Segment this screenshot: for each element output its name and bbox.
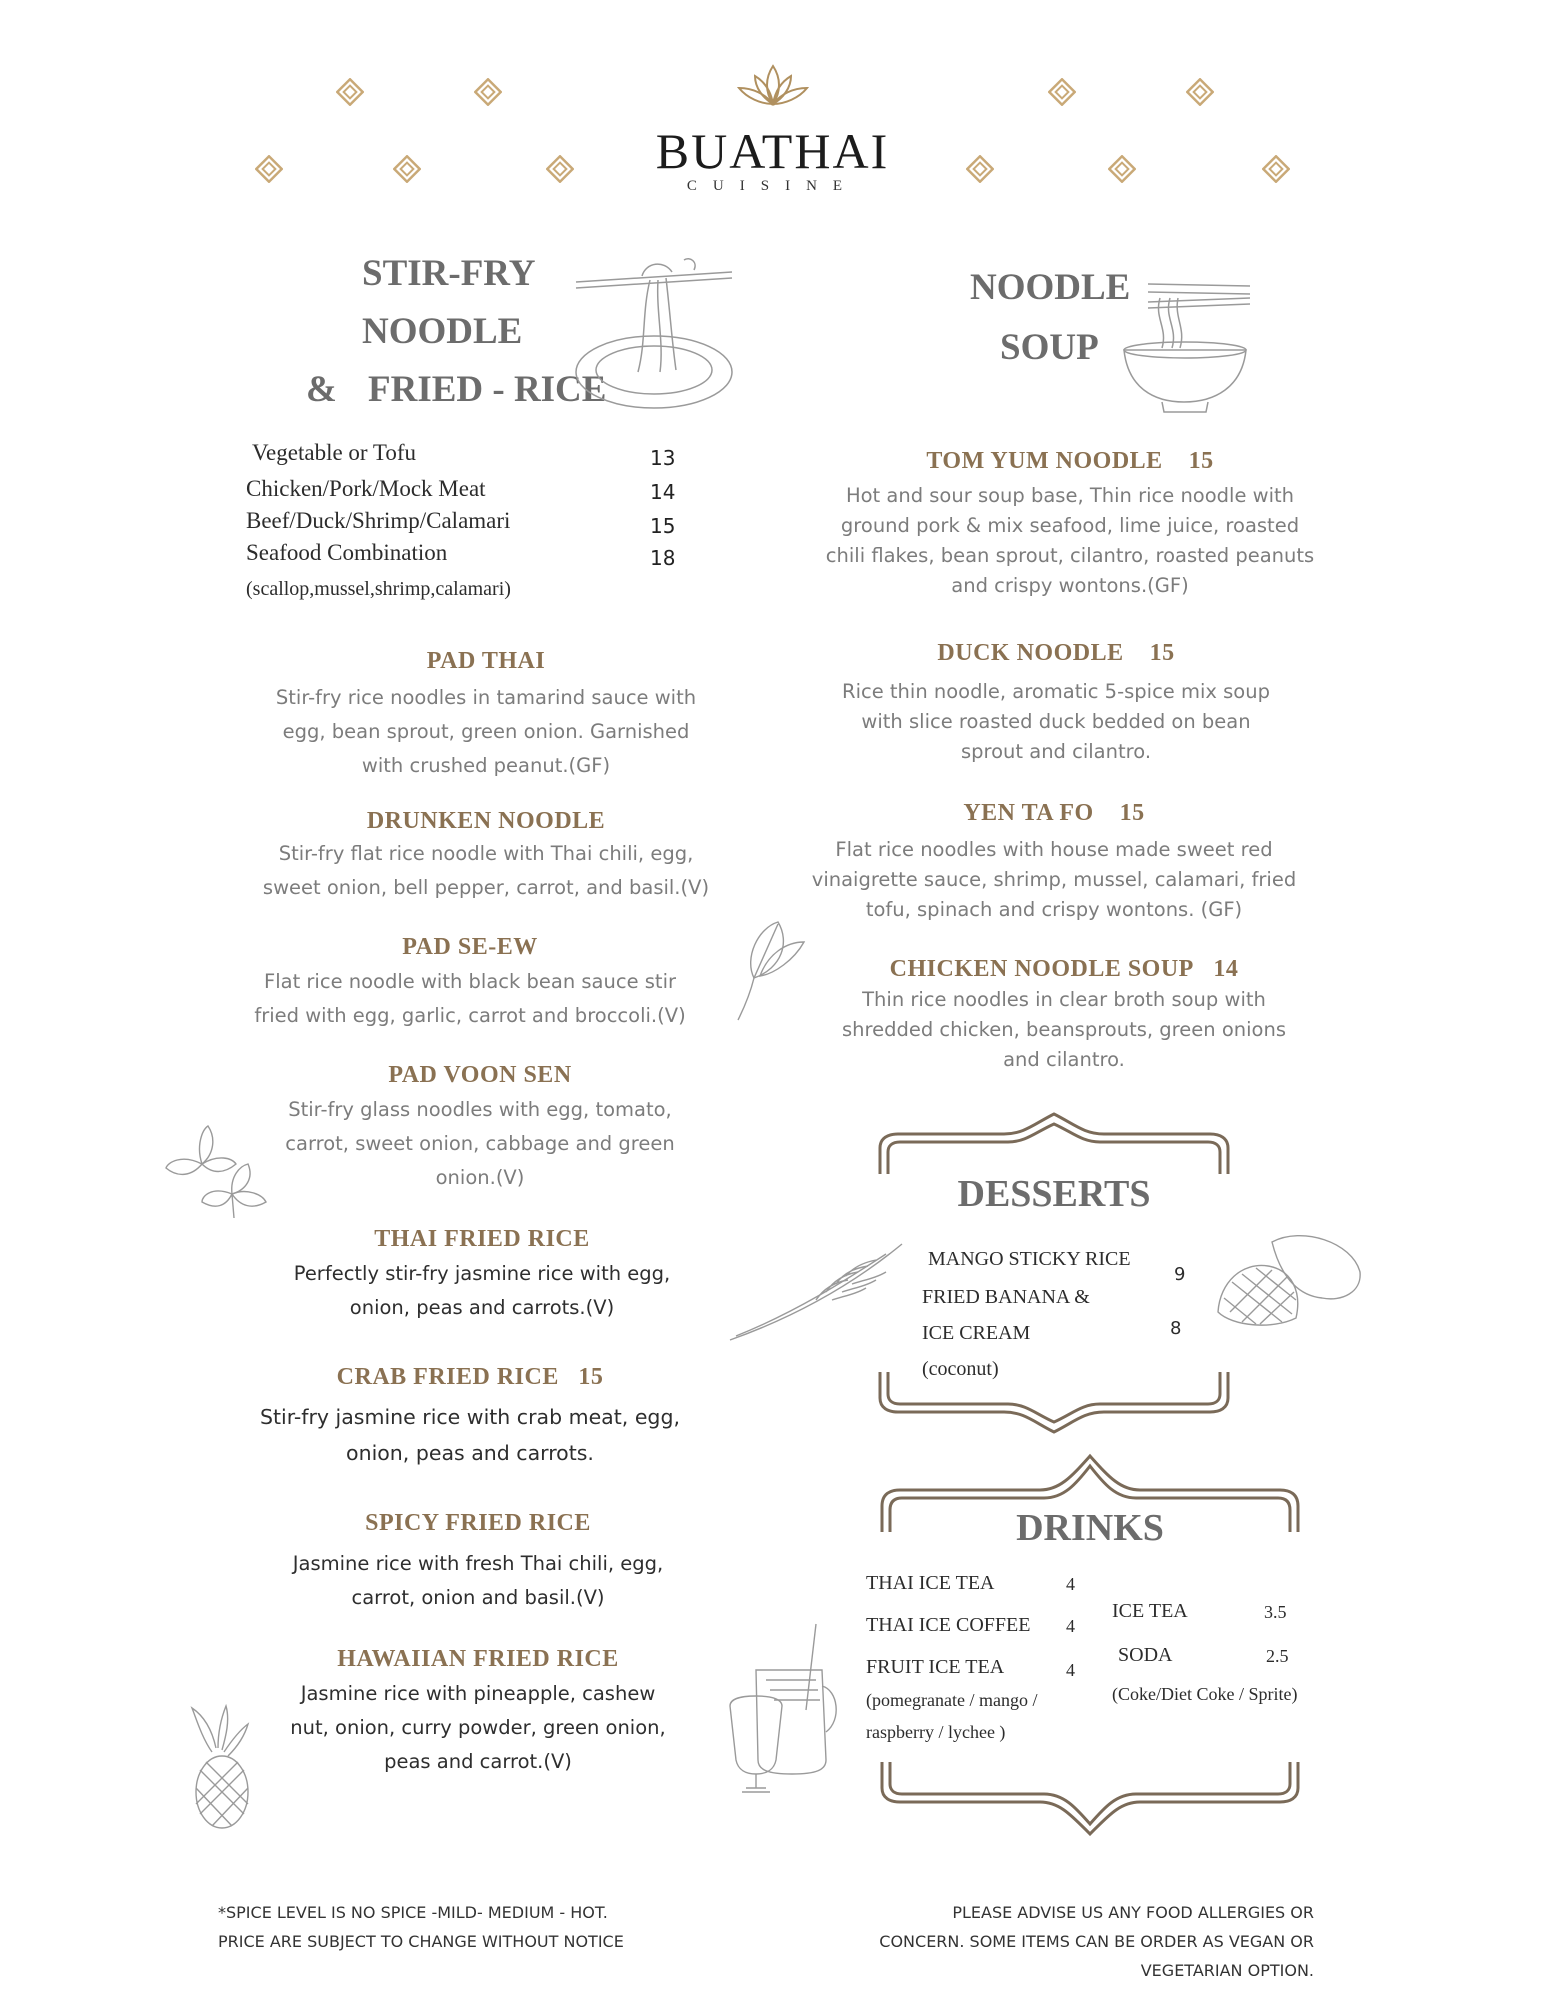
dish-item — [800, 448, 1340, 601]
dish-description: Flat rice noodles with house made sweet red vinaigrette sauce, shrimp, mussel, calamari, fried tofu, spinach and crispy wontons. (GF) — [811, 838, 1297, 921]
stirfry-title-amp: & — [306, 369, 337, 410]
soup-title-line1: NOODLE — [970, 267, 1131, 308]
diamond-ornament-icon — [1262, 155, 1290, 183]
dish-item — [200, 1364, 740, 1471]
price-row-label: Chicken/Pork/Mock Meat — [246, 476, 486, 501]
noodle-bowl-illustration — [1118, 278, 1252, 414]
wheat-illustration — [726, 1240, 906, 1344]
price-row-label: Seafood Combination — [246, 540, 448, 565]
dish-description: Stir-fry glass noodles with egg, tomato, carrot, sweet onion, cabbage and green onion.(V) — [285, 1098, 675, 1189]
dish-name: CRAB FRIED RICE 15 — [336, 1364, 604, 1390]
footer-left-notice: *SPICE LEVEL IS NO SPICE -MILD- MEDIUM - HOT. PRICE ARE SUBJECT TO CHANGE WITHOUT NOTICE — [218, 1903, 624, 1951]
stirfry-title-line3: FRIED - RICE — [368, 369, 607, 410]
price-row-value: 13 — [650, 446, 676, 470]
dish-description: Stir-fry flat rice noodle with Thai chili, egg, sweet onion, bell pepper, carrot, and basil.(V) — [262, 842, 710, 899]
dish-item — [210, 1062, 750, 1195]
dish-name: DRUNKEN NOODLE — [366, 808, 606, 834]
diamond-ornament-icon — [393, 155, 421, 183]
drink-price: 4 — [1066, 1574, 1075, 1594]
spinach-leaf-illustration — [734, 918, 814, 1022]
basil-leaf-illustration — [162, 1124, 272, 1220]
dish-name: TOM YUM NOODLE 15 — [926, 448, 1214, 474]
dish-name: PAD SE-EW — [402, 934, 538, 960]
drink-note: (pomegranate / mango / — [866, 1690, 1038, 1710]
footer-right-notice: PLEASE ADVISE US ANY FOOD ALLERGIES OR CONCERN. SOME ITEMS CAN BE ORDER AS VEGAN OR VEGETARIAN OPTION. — [879, 1903, 1314, 1980]
dish-name: DUCK NOODLE 15 — [937, 640, 1175, 666]
drink-name: ICE TEA — [1112, 1600, 1188, 1622]
soup-title-line2: SOUP — [1000, 327, 1099, 368]
dish-item — [212, 1226, 752, 1325]
drink-name: THAI ICE TEA — [866, 1572, 995, 1594]
diamond-ornament-icon — [1108, 155, 1136, 183]
brand-subtitle: CUISINE — [686, 178, 859, 194]
drink-jug-illustration — [726, 1620, 844, 1800]
price-row-value: 18 — [650, 546, 676, 570]
diamond-ornament-icon — [546, 155, 574, 183]
dish-item — [216, 808, 756, 905]
diamond-ornament-icon — [1186, 78, 1214, 106]
dish-description: Rice thin noodle, aromatic 5-spice mix soup with slice roasted duck bedded on bean sprout and cilantro. — [842, 680, 1270, 763]
dish-description: Jasmine rice with fresh Thai chili, egg, carrot, onion and basil.(V) — [292, 1552, 664, 1609]
pineapple-illustration — [182, 1704, 256, 1832]
dish-name: HAWAIIAN FRIED RICE — [337, 1646, 619, 1672]
desserts-title: DESSERTS — [957, 1173, 1151, 1215]
dessert-name: MANGO STICKY RICE — [928, 1248, 1131, 1270]
dessert-name-line2: ICE CREAM — [922, 1322, 1031, 1344]
drink-name: THAI ICE COFFEE — [866, 1614, 1031, 1636]
lotus-icon — [735, 62, 811, 108]
dish-item — [794, 956, 1334, 1075]
dessert-price: 8 — [1170, 1318, 1182, 1339]
drink-note: raspberry / lychee ) — [866, 1722, 1006, 1742]
dish-description: Thin rice noodles in clear broth soup with shredded chicken, beansprouts, green onions and cilantro. — [842, 988, 1286, 1071]
diamond-ornament-icon — [474, 78, 502, 106]
dish-name: PAD VOON SEN — [388, 1062, 572, 1088]
dish-item — [786, 640, 1326, 767]
dish-description: Perfectly stir-fry jasmine rice with egg, onion, peas and carrots.(V) — [293, 1262, 671, 1319]
drink-name: SODA — [1118, 1644, 1173, 1666]
drink-price: 4 — [1066, 1660, 1075, 1680]
dish-description: Hot and sour soup base, Thin rice noodle with ground pork & mix seafood, lime juice, roasted chili flakes, bean sprout, cilantro, roasted peanuts and crispy wontons.(GF) — [825, 484, 1315, 597]
dish-description: Stir-fry jasmine rice with crab meat, egg, onion, peas and carrots. — [260, 1405, 680, 1465]
stirfry-title-line2: NOODLE — [362, 311, 523, 352]
brand-title: BUATHAI — [655, 123, 890, 179]
dessert-price: 9 — [1174, 1264, 1186, 1285]
dish-item — [208, 1646, 748, 1779]
dish-name: PAD THAI — [426, 648, 546, 674]
drink-price: 4 — [1066, 1616, 1075, 1636]
diamond-ornament-icon — [1048, 78, 1076, 106]
dish-description: Jasmine rice with pineapple, cashew nut, onion, curry powder, green onion, peas and carrot.(V) — [290, 1682, 666, 1773]
drink-price: 2.5 — [1266, 1646, 1289, 1666]
dessert-note: (coconut) — [922, 1358, 999, 1380]
price-note: (scallop,mussel,shrimp,calamari) — [246, 578, 511, 600]
drink-name: FRUIT ICE TEA — [866, 1656, 1005, 1678]
diamond-ornament-icon — [336, 78, 364, 106]
dish-description: Stir-fry rice noodles in tamarind sauce with egg, bean sprout, green onion. Garnished with crushed peanut.(GF) — [275, 686, 697, 777]
noodle-plate-illustration — [572, 252, 742, 412]
mango-illustration — [1212, 1222, 1364, 1332]
dish-name: CHICKEN NOODLE SOUP 14 — [889, 956, 1239, 982]
diamond-ornament-icon — [966, 155, 994, 183]
price-row-label: Vegetable or Tofu — [252, 440, 417, 465]
price-row-value: 14 — [650, 480, 676, 504]
dish-item — [784, 800, 1324, 925]
dish-name: THAI FRIED RICE — [374, 1226, 590, 1252]
price-row-label: Beef/Duck/Shrimp/Calamari — [246, 508, 511, 533]
dish-description: Flat rice noodle with black bean sauce stir fried with egg, garlic, carrot and broccoli.(V) — [254, 970, 686, 1027]
price-row-value: 15 — [650, 514, 676, 538]
drink-price: 3.5 — [1264, 1602, 1287, 1622]
drink-note: (Coke/Diet Coke / Sprite) — [1112, 1684, 1298, 1704]
stirfry-title-line1: STIR-FRY — [362, 253, 536, 294]
dish-name: YEN TA FO 15 — [963, 800, 1145, 826]
dish-name: SPICY FRIED RICE — [365, 1510, 591, 1536]
dish-item — [208, 1510, 748, 1615]
drinks-title: DRINKS — [1016, 1507, 1164, 1549]
dish-item — [200, 934, 740, 1033]
dessert-name: FRIED BANANA & — [922, 1286, 1090, 1308]
dish-item — [216, 648, 756, 783]
diamond-ornament-icon — [255, 155, 283, 183]
